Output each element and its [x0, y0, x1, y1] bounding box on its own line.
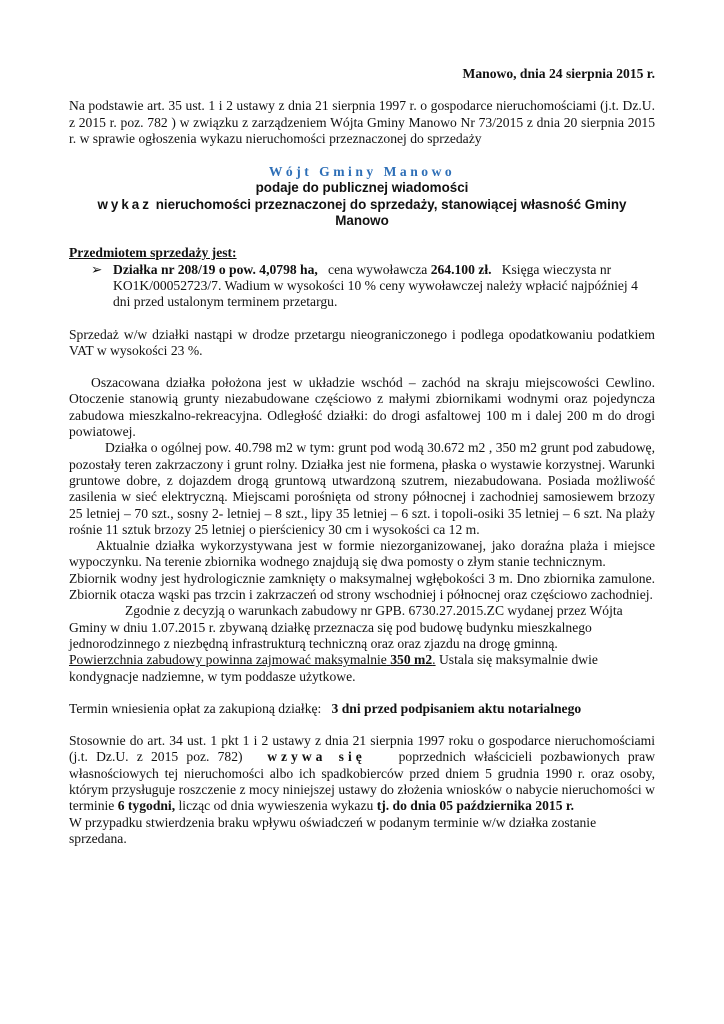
wykaz-rest: nieruchomości przeznaczonej do sprzedaży, stanowiącej własność Gminy Manowo [155, 196, 627, 229]
date-line: Manowo, dnia 24 sierpnia 2015 r. [462, 66, 655, 81]
sale-paragraph: Sprzedaż w/w działki nastąpi w drodze przetargu nieograniczonego i podlega opodatkowaniu podatkiem VAT w wysokości 23 %. [69, 326, 655, 358]
heading-wykaz [69, 197, 655, 230]
heading-subtitle: podaje do publicznej wiadomości [255, 180, 469, 196]
heading-title: Wójt Gminy Manowo [268, 164, 456, 180]
notice-paragraph: Stosownie do art. 34 ust. 1 pkt 1 i 2 ustawy z dnia 21 sierpnia 1997 roku o gospodarce nieruchomościami (j.t. Dz.U. z 2015 poz. 782) wzywa się poprzednich właścicieli pozbawionych praw własnościowych tej nieruchomości albo ich spadkobierców przed dniem 5 grudnia 1990 r. oraz osoby, którym przysługuje roszczenie z mocy niniejszej ustawy do złożenia wniosków o nabycie nieruchomości w terminie 6 tygodni, licząc od dnia wywieszenia wykazu tj. do dnia 05 października 2015 r. [69, 733, 656, 814]
payment-term-value: 3 dni przed podpisaniem aktu notarialnego [331, 700, 582, 716]
price-label: cena wywoławcza [328, 261, 428, 277]
payment-term-label: Termin wniesienia opłat za zakupioną działkę: [69, 700, 322, 716]
storeys-text: Ustala się maksymalnie dwie kondygnacje nadziemne, w tym poddasze użytkowe. [69, 652, 598, 684]
document-page [69, 66, 655, 847]
area-limit-value: 350 m2 [390, 652, 433, 668]
description-paragraph-1: Oszacowana działka położona jest w układzie wschód – zachód na skraju miejscowości Cewlino. Otoczenie stanowią grunty niezabudowane częściowo z małymi zbiornikami wodnymi oraz pojedyncza zabudowa mieszkalno-rekreacyjna. Odległość działki: do drogi asfaltowej 100 m i dalej 200 m do drogi powiatowej. [69, 375, 655, 440]
notice-until-date: tj. do dnia 05 października 2015 r. [376, 798, 575, 814]
wykaz-word: wykaz [97, 196, 152, 212]
description-paragraph-2: Działka o ogólnej pow. 40.798 m2 w tym: grunt pod wodą 30.672 m2 , 350 m2 grunt pod zabudowę, pozostały teren zakrzaczony i grunt rolny. Działka jest nie formena, płaska o wystawie korzystnej. Warunki gruntowe dobre, z dojazdem drogą gruntową utwardzoną szutrem, niezabudowana. Posiada możliwość zasilenia w sieć elektryczną. Miejscami porośnięta od strony północnej i zachodniej samosiewem brzozy 25 letniej – 70 szt., sosny 2- letniej – 8 szt., lipy 35 letniej – 6 szt. i topoli-osiki 35 letniej – 6 szt. Na plaży rośnie 11 sztuk brzozy 25 letniej o pierścienicy 30 cm i wysokości ca 12 m. [69, 440, 655, 537]
arrow-bullet-icon: ➢ [91, 261, 103, 277]
area-limit-text: Powierzchnia zabudowy powinna zajmować maksymalnie [69, 652, 387, 668]
notice-summons: wzywa się [267, 749, 366, 765]
subject-bullet-item [69, 262, 655, 311]
description-paragraph-6: Powierzchnia zabudowy powinna zajmować maksymalnie 350 m2. Ustala się maksymalnie dwie kondygnacje nadziemne, w tym poddasze użytkowe. [69, 652, 598, 684]
subject-label: Przedmiotem sprzedaży jest: [69, 245, 237, 261]
payment-term [69, 701, 655, 717]
notice-deadline: 6 tygodni, [117, 798, 176, 814]
description-paragraph-5: Zgodnie z decyzją o warunkach zabudowy nr GPB. 6730.27.2015.ZC wydanej przez Wójta Gminy w dniu 1.07.2015 r. zbywaną działkę przeznacza się pod budowę budynku mieszkalnego jednorodzinnego z niezbędną infrastrukturą techniczną oraz oraz zjazdu na drogę gminną. [69, 603, 623, 651]
price-value: 264.100 zł. [430, 261, 492, 277]
description-paragraph-3: Aktualnie działka wykorzystywana jest w formie niezorganizowanej, jako doraźna plaża i miejsce wypoczynku. Na terenie zbiornika wodnego znajdują się dwa pomosty o złym stanie technicznym. [69, 538, 655, 570]
description-paragraph-4: Zbiornik wodny jest hydrologicznie zamknięty o maksymalnej wgłębokości 3 m. Dno zbiornika zamulone. Zbiornik otacza wąski pas trzcin i zakrzaczeń od strony wschodniej i północnej oraz częściowo zachodniej. [69, 570, 655, 603]
plot-description: Działka nr 208/19 o pow. 4,0798 ha, [113, 261, 318, 277]
closing-paragraph: W przypadku stwierdzenia braku wpływu oświadczeń w podanym terminie w/w działka zostanie sprzedana. [69, 814, 597, 846]
intro-paragraph: Na podstawie art. 35 ust. 1 i 2 ustawy z dnia 21 sierpnia 1997 r. o gospodarce nieruchomościami (j.t. Dz.U. z 2015 r. poz. 782 ) w związku z zarządzeniem Wójta Gminy Manowo Nr 73/2015 z dnia 20 sierpnia 2015 r. w sprawie ogłoszenia wykazu nieruchomości przeznaczonej do sprzedaży [69, 98, 655, 146]
subject-rest: Księga wieczysta nr KO1K/00052723/7. Wadium w wysokości 10 % ceny wywoławczej należy wpłacić najpóźniej 4 dni przed ustalonym terminem przetargu. [113, 261, 638, 310]
